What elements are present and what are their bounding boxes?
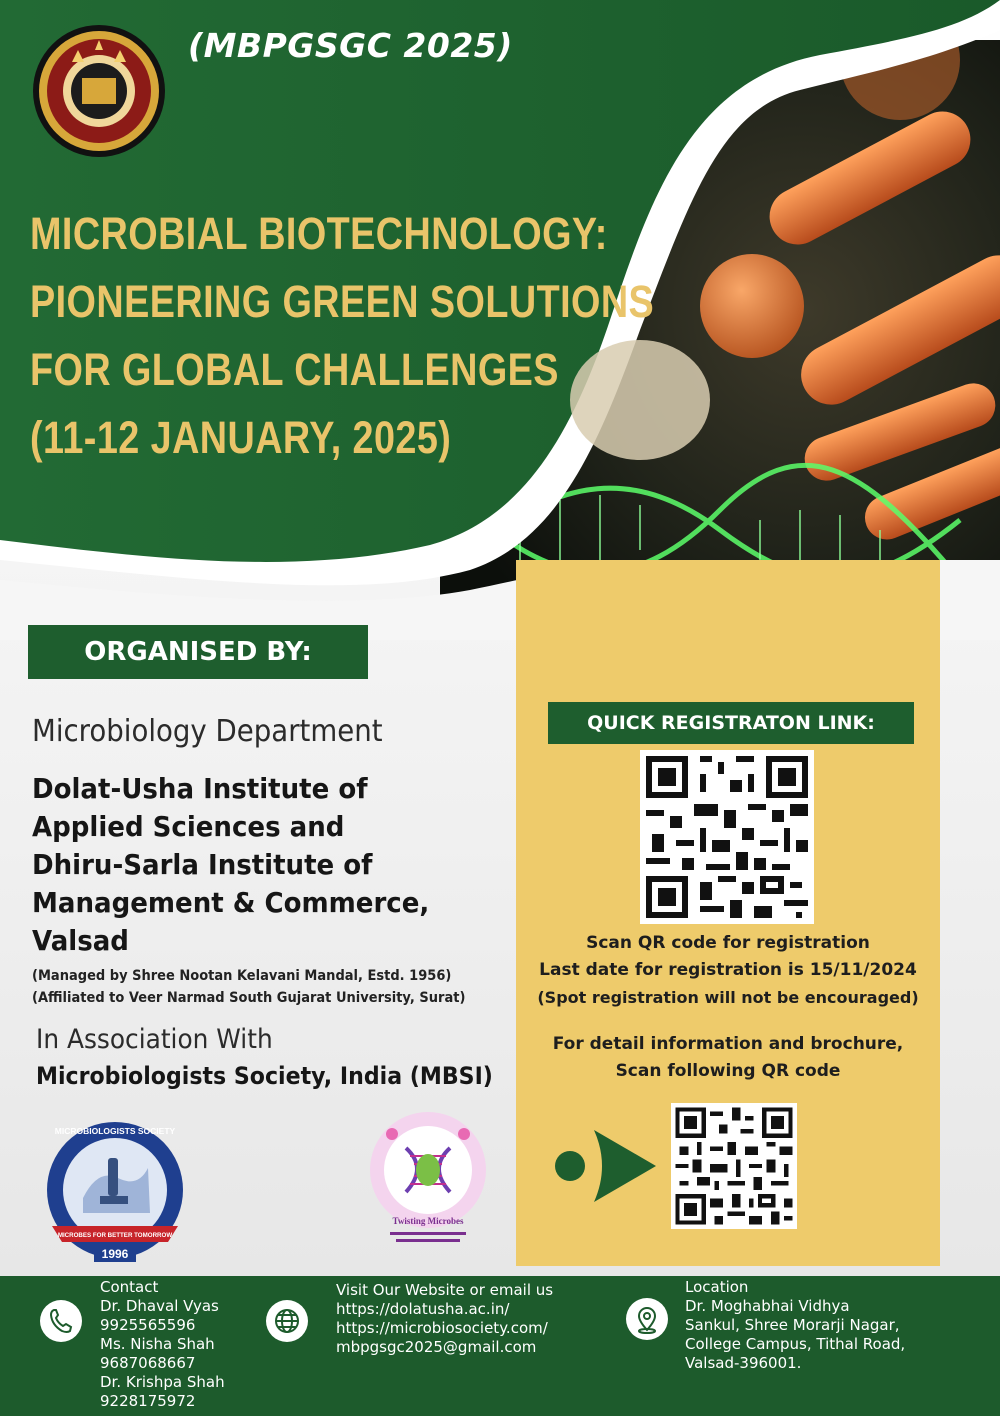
institute-name-line: Dhiru-Sarla Institute of [32, 848, 373, 881]
student-unit-logo [362, 1108, 494, 1253]
managed-by-note: (Managed by Shree Nootan Kelavani Mandal, Estd. 1956) [32, 968, 452, 984]
affiliation-note: (Affiliated to Veer Narmad South Gujarat University, Surat) [32, 990, 466, 1006]
event-title [30, 200, 655, 472]
association-label: In Association With [36, 1024, 273, 1055]
registration-qr-code[interactable] [640, 750, 814, 924]
phone-icon [40, 1300, 82, 1342]
organised-by-badge: ORGANISED BY: [28, 625, 368, 679]
event-title-line: PIONEERING GREEN SOLUTIONS [30, 276, 655, 327]
registration-badge: QUICK REGISTRATON LINK: [548, 702, 914, 744]
email-link[interactable]: mbpgsgc2025@gmail.com [336, 1338, 537, 1356]
institute-name-line: Valsad [32, 924, 129, 957]
brochure-info-line: For detail information and brochure, [552, 1034, 904, 1054]
location-block [685, 1278, 905, 1373]
society-logo-tagline: MICROBES FOR BETTER TOMORROW [57, 1232, 173, 1239]
location-heading: Location [685, 1278, 749, 1296]
contact-name: Dr. Krishpa Shah [100, 1373, 225, 1391]
globe-icon [266, 1300, 308, 1342]
event-dates: (11-12 JANUARY, 2025) [30, 412, 452, 463]
society-logo-title: MICROBIOLOGISTS SOCIETY [54, 1126, 176, 1136]
contact-name: Ms. Nisha Shah [100, 1335, 215, 1353]
event-code: (MBPGSGC 2025) [188, 26, 513, 65]
institute-seal-logo [30, 22, 168, 160]
contact-phone[interactable]: 9228175972 [100, 1392, 196, 1410]
spot-registration-note: (Spot registration will not be encouraged) [537, 988, 919, 1007]
location-pin-icon [626, 1298, 668, 1340]
department-name: Microbiology Department [32, 714, 383, 749]
microbiologists-society-logo [38, 1118, 193, 1273]
location-line: Valsad-396001. [685, 1354, 802, 1372]
website-link[interactable]: https://microbiosociety.com/ [336, 1319, 548, 1337]
institute-name-line: Management & Commerce, [32, 886, 430, 919]
arrow-right-icon [552, 1124, 662, 1208]
society-logo-year: 1996 [101, 1247, 129, 1261]
location-line: Sankul, Shree Morarji Nagar, [685, 1316, 900, 1334]
contact-name: Dr. Dhaval Vyas [100, 1297, 219, 1315]
brochure-qr-code[interactable] [670, 1103, 798, 1229]
institute-name-line: Dolat-Usha Institute of [32, 772, 368, 805]
student-unit-logo-text: Twisting Microbes [392, 1216, 464, 1226]
website-link[interactable]: https://dolatusha.ac.in/ [336, 1300, 510, 1318]
institute-name [32, 770, 516, 960]
location-line: Dr. Moghabhai Vidhya [685, 1297, 850, 1315]
contact-heading: Contact [100, 1278, 159, 1296]
contact-phone[interactable]: 9687068667 [100, 1354, 196, 1372]
institute-name-line: Applied Sciences and [32, 810, 345, 843]
website-block [336, 1281, 553, 1357]
location-line: College Campus, Tithal Road, [685, 1335, 906, 1353]
society-name: Microbiologists Society, India (MBSI) [36, 1062, 493, 1090]
brochure-scan-line: Scan following QR code [615, 1061, 841, 1081]
event-title-line: MICROBIAL BIOTECHNOLOGY: [30, 208, 608, 259]
registration-deadline: Last date for registration is 15/11/2024 [539, 960, 917, 980]
contact-phone[interactable]: 9925565596 [100, 1316, 196, 1334]
scan-instruction: Scan QR code for registration [586, 933, 870, 953]
event-title-line: FOR GLOBAL CHALLENGES [30, 344, 559, 395]
website-heading: Visit Our Website or email us [336, 1281, 554, 1299]
contact-block [100, 1278, 225, 1411]
